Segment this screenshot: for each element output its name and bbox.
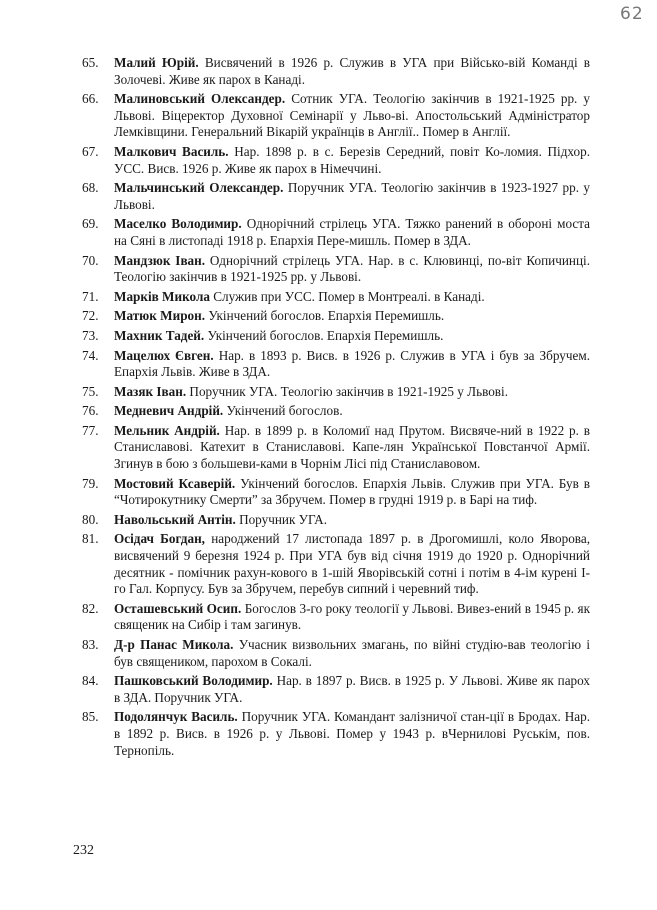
list-item: [82, 91, 590, 141]
entry-name: Малий Юрій.: [114, 55, 199, 70]
entry-body: [114, 216, 590, 249]
entry-name: Д-р Панас Микола.: [114, 637, 234, 652]
entry-name: Подолянчук Василь.: [114, 709, 238, 725]
entry-text: Укінчений богослов. Епархія Львів. Служив при УГА. Був в “Чотирокутнику Смерти” за Збручем. Помер в грудні 1919 р. в Барі на тиф.: [114, 475, 590, 508]
entry-body: [114, 673, 590, 706]
entry-name: Малиновський Олександер.: [114, 91, 286, 107]
list-item: [82, 289, 590, 306]
entry-name: Махник Тадей.: [114, 327, 205, 343]
entry-number: 67.: [82, 143, 99, 159]
entry-number: 81.: [82, 531, 99, 547]
entry-body: [114, 91, 590, 141]
entry-body: [114, 531, 590, 597]
entry-text: Нар. в 1897 р. Висв. в 1925 р. У Львові. Живе як парох в ЗДА. Поручник УГА.: [114, 673, 591, 705]
entry-text: Нар. в 1899 р. в Коломиї над Прутом. Висвяче-ний в 1922 р. в Станиславові. Катехит в Станиславові. Капе-лян Української Повстанчої Армії. Згинув в бою з большеви-ками в Чорнім Лісі під Станиславовом.: [114, 422, 591, 472]
list-item: [82, 709, 590, 759]
entry-list: [82, 55, 590, 762]
entry-body: [114, 709, 590, 759]
entry-body: [114, 637, 590, 670]
entry-name: Мацелюх Євген.: [114, 347, 214, 363]
list-item: [82, 180, 590, 213]
entry-text: народжений 17 листопада 1897 р. в Дрогомишлі, коло Яворова, висвячений 9 березня 1924 р. При УГА був від січня 1919 до 1920 р. Однорічний десятник - помічник рахун-кового в 1-шій Яворівській сотні і потім в 4-ім курені І-го Гал. Корпусу. Був за Збручем, перебув сипний і черевний тиф.: [114, 531, 591, 597]
entry-body: [114, 180, 590, 213]
list-item: [82, 253, 590, 286]
entry-number: 80.: [82, 511, 99, 527]
entry-text: Укінчений богослов.: [226, 403, 343, 419]
entry-name: Мальчинський Олександер.: [114, 180, 284, 196]
entry-body: [114, 328, 590, 345]
entry-body: [114, 55, 590, 88]
list-item: [82, 328, 590, 345]
entry-text: Учасник визвольних змагань, по війні студію-вав теологію і був священиком, парохом в Сокалі.: [114, 637, 591, 669]
entry-text: Однорічний стрілець УГА. Тяжко ранений в обороні моста на Сяні в листопаді 1918 р. Епархія Пере-мишль. Помер в ЗДА.: [114, 216, 590, 248]
entry-number: 84.: [82, 673, 99, 689]
list-item: [82, 384, 590, 401]
entry-name: Марків Микола: [114, 288, 210, 304]
entry-text: Нар. 1898 р. в с. Березів Середний, повіт Ко-ломия. Підхор. УСС. Висв. 1926 р. Живе як парох в Німеччині.: [114, 143, 590, 176]
list-item: [82, 673, 590, 706]
entry-number: 76.: [82, 403, 99, 419]
entry-body: [114, 476, 590, 509]
entry-text: Висвячений в 1926 р. Служив в УГА при Військо-вій Команді в Золочеві. Живе як парох в Канаді.: [114, 55, 591, 87]
entry-number: 83.: [82, 637, 99, 652]
entry-text: Служив при УСС. Помер в Монтреалі. в Канаді.: [213, 288, 485, 304]
entry-body: [114, 308, 590, 325]
entry-text: Поручник УГА. Командант залізничої стан-ції в Бродах. Нар. в 1892 р. Висв. в 1926 р. у Львові. Помер у 1943 р. вЧернилові Руськім, пов. Тернопіль.: [114, 709, 591, 758]
entry-body: [114, 423, 590, 473]
entry-body: [114, 348, 590, 381]
entry-name: Осідач Богдан,: [114, 531, 205, 547]
entry-number: 77.: [82, 422, 99, 438]
entry-text: Поручник УГА. Теологію закінчив в 1921-1925 у Львові.: [189, 383, 508, 399]
list-item: [82, 403, 590, 420]
entry-number: 66.: [82, 91, 99, 107]
entry-name: Осташевський Осип.: [114, 600, 242, 616]
entry-number: 70.: [82, 252, 99, 268]
entry-text: Поручник УГА. Теологію закінчив в 1923-1927 рр. у Львові.: [114, 180, 591, 212]
entry-text: Укінчений богослов. Епархія Перемишль.: [207, 327, 444, 343]
entry-name: Мостовий Ксаверій.: [114, 475, 236, 491]
entry-body: [114, 601, 590, 634]
entry-number: 71.: [82, 288, 99, 304]
entry-body: [114, 144, 590, 177]
entry-number: 68.: [82, 180, 99, 196]
page-number: 232: [73, 843, 94, 858]
entry-number: 79.: [82, 475, 99, 491]
list-item: [82, 531, 590, 597]
entry-text: Нар. в 1893 р. Висв. в 1926 р. Служив в УГА і був за Збручем. Епархія Львів. Живе в ЗДА.: [114, 347, 590, 380]
handwritten-page-mark: 62: [620, 4, 644, 24]
entry-body: [114, 512, 590, 529]
entry-number: 85.: [82, 709, 99, 725]
entry-text: Однорічний стрілець УГА. Нар. в с. Клювинці, по-віт Копичинці. Теологію закінчив в 1921-1925 рр. у Львові.: [114, 252, 590, 285]
entry-number: 82.: [82, 600, 99, 616]
entry-name: Матюк Мирон.: [114, 308, 206, 324]
list-item: [82, 216, 590, 249]
entry-name: Навольський Антін.: [114, 511, 236, 527]
list-item: [82, 308, 590, 325]
entry-number: 65.: [82, 55, 99, 70]
list-item: [82, 637, 590, 670]
entry-number: 75.: [82, 383, 99, 399]
list-item: [82, 601, 590, 634]
entry-number: 69.: [82, 216, 99, 232]
entry-name: Мазяк Іван.: [114, 383, 187, 399]
entry-text: Укінчений богослов. Епархія Перемишль.: [208, 308, 445, 324]
entry-number: 74.: [82, 347, 99, 363]
entry-name: Пашковський Володимир.: [114, 673, 273, 689]
entry-name: Малкович Василь.: [114, 143, 229, 159]
entry-text: Богослов 3-го року теології у Львові. Вивез-ений в 1945 р. як священик на Сибір і там загинув.: [114, 600, 590, 633]
list-item: [82, 512, 590, 529]
entry-text: Сотник УГА. Теологію закінчив в 1921-1925 рр. у Львові. Віцеректор Духовної Семінарії у Льво-ві. Апостольський Адміністратор Лемківщини. Генеральний Вікарій українців в Англії.. Помер в Англії.: [114, 91, 591, 140]
list-item: [82, 423, 590, 473]
entry-name: Мандзюк Іван.: [114, 252, 206, 268]
list-item: [82, 348, 590, 381]
list-item: [82, 55, 590, 88]
list-item: [82, 144, 590, 177]
entry-name: Маселко Володимир.: [114, 216, 242, 232]
entry-name: Мельник Андрій.: [114, 422, 220, 438]
entry-text: Поручник УГА.: [239, 511, 327, 527]
list-item: [82, 476, 590, 509]
entry-body: [114, 384, 590, 401]
entry-number: 72.: [82, 308, 99, 324]
entry-body: [114, 253, 590, 286]
entry-body: [114, 289, 590, 306]
entry-name: Медневич Андрій.: [114, 403, 224, 419]
entry-body: [114, 403, 590, 420]
entry-number: 73.: [82, 327, 99, 343]
